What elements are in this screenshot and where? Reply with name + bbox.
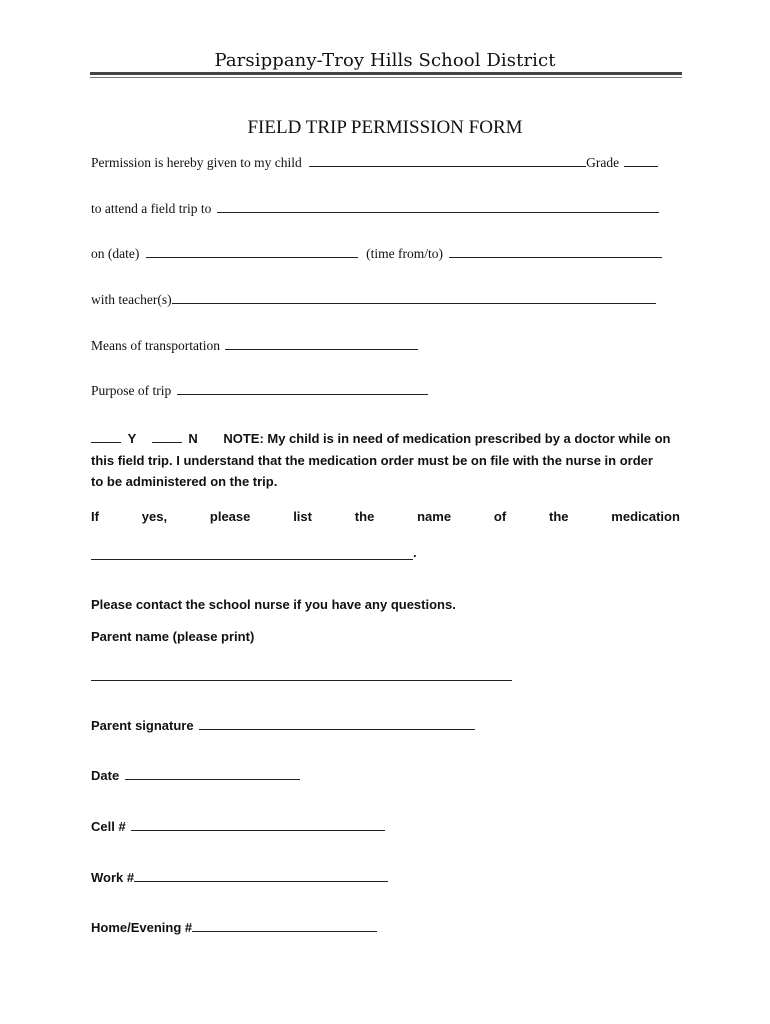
work-field[interactable] <box>134 880 388 882</box>
work-label: Work # <box>91 870 135 885</box>
parent-name-label: Parent name (please print) <box>91 629 255 644</box>
medication-note-line1 <box>91 431 670 446</box>
teacher-row <box>91 292 656 308</box>
attend-row <box>91 201 659 217</box>
time-label: (time from/to) <box>366 246 443 261</box>
transport-label: Means of transportation <box>91 338 220 353</box>
nurse-contact-note: Please contact the school nurse if you have any questions. <box>91 597 456 612</box>
parent-name-field[interactable] <box>91 680 512 681</box>
medication-no-field[interactable] <box>152 441 182 443</box>
signature-date-field[interactable] <box>125 778 300 780</box>
purpose-field[interactable] <box>177 393 428 395</box>
purpose-label: Purpose of trip <box>91 383 172 398</box>
instruction-word: list <box>293 509 312 524</box>
medication-note-line2: this field trip. I understand that the medication order must be on file with the nurse in order <box>91 453 653 468</box>
child-name-field[interactable] <box>309 165 586 167</box>
instruction-word: of <box>493 509 507 524</box>
medication-note-text: NOTE: My child is in need of medication prescribed by a doctor while on <box>223 431 671 446</box>
teacher-label: with teacher(s) <box>91 292 172 307</box>
instruction-word: the <box>548 509 569 524</box>
purpose-row <box>91 383 428 399</box>
date-label: on (date) <box>91 246 140 261</box>
date-row <box>91 768 300 783</box>
parent-signature-label: Parent signature <box>91 718 194 733</box>
form-title: FIELD TRIP PERMISSION FORM <box>247 117 523 138</box>
medication-period: . <box>413 545 417 560</box>
teacher-field[interactable] <box>172 302 656 304</box>
cell-label: Cell # <box>91 819 126 834</box>
medication-yes-label: Y <box>127 431 137 446</box>
home-evening-row <box>91 920 377 935</box>
medication-name-field[interactable] <box>91 559 413 560</box>
transport-field[interactable] <box>225 348 418 350</box>
cell-field[interactable] <box>131 829 385 831</box>
instruction-word: please <box>209 509 251 524</box>
destination-field[interactable] <box>217 211 659 213</box>
home-evening-label: Home/Evening # <box>91 920 193 935</box>
grade-label: Grade <box>586 155 620 170</box>
signature-date-label: Date <box>91 768 120 783</box>
medication-no-label: N <box>188 431 198 446</box>
header-rule-thin <box>90 77 682 78</box>
work-row <box>91 870 388 885</box>
instruction-word: yes, <box>141 509 168 524</box>
permission-label: Permission is hereby given to my child <box>91 155 302 170</box>
district-header: Parsippany-Troy Hills School District <box>214 50 556 71</box>
grade-field[interactable] <box>624 165 658 167</box>
attend-label: to attend a field trip to <box>91 201 212 216</box>
instruction-word: If <box>91 509 99 524</box>
instruction-word: medication <box>611 509 680 524</box>
medication-list-instruction <box>91 509 680 524</box>
transport-row <box>91 338 418 354</box>
cell-row <box>91 819 385 834</box>
parent-signature-row <box>91 718 475 733</box>
home-evening-field[interactable] <box>192 930 377 932</box>
trip-date-field[interactable] <box>146 256 358 258</box>
trip-time-field[interactable] <box>449 256 662 258</box>
medication-note-line3: to be administered on the trip. <box>91 474 278 489</box>
date-time-row <box>91 246 662 262</box>
instruction-word: the <box>354 509 375 524</box>
header-rule-thick <box>90 72 682 75</box>
parent-signature-field[interactable] <box>199 728 475 730</box>
instruction-word: name <box>417 509 452 524</box>
medication-yes-field[interactable] <box>91 441 121 443</box>
permission-row <box>91 155 658 171</box>
